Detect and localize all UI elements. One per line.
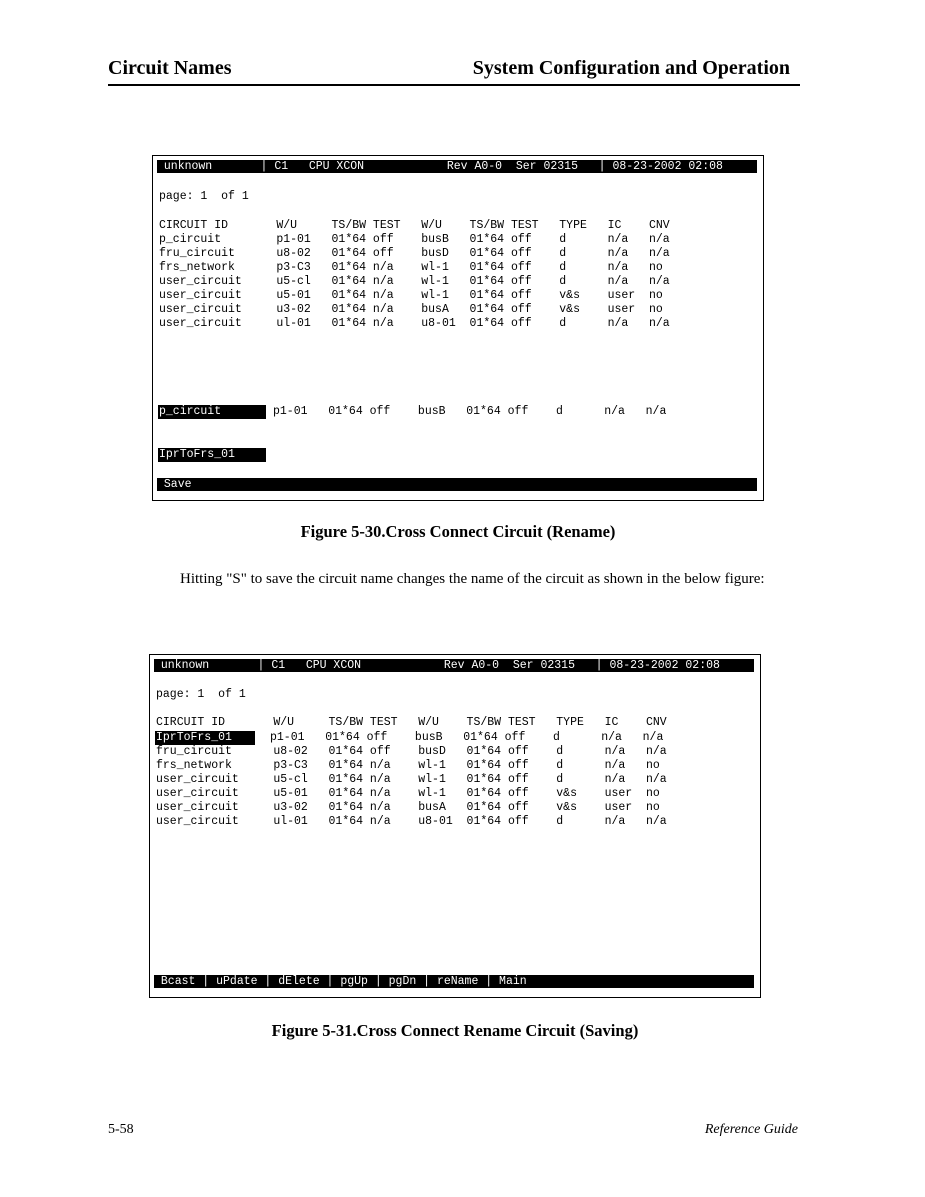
column-header: CIRCUIT ID W/U TS/BW TEST W/U TS/BW TEST TYPE IC CNV <box>156 716 667 729</box>
table-row[interactable]: p_circuit p1-01 01*64 off busB 01*64 off d n/a n/a <box>159 233 670 246</box>
table-row[interactable]: user_circuit u3-02 01*64 n/a busA 01*64 off v&s user no <box>159 303 663 316</box>
table-row[interactable]: fru_circuit u8-02 01*64 off busD 01*64 off d n/a n/a <box>159 247 670 260</box>
renamed-circuit-name[interactable]: IprToFrs_01 <box>156 731 232 744</box>
page-indicator: page: 1 of 1 <box>156 688 246 701</box>
table-row[interactable]: user_circuit ul-01 01*64 n/a u8-01 01*64 off d n/a n/a <box>156 815 667 828</box>
figure-caption-31: Figure 5-31.Cross Connect Rename Circuit (Saving) <box>271 1021 639 1040</box>
renamed-circuit-details: p1-01 01*64 off busB 01*64 off d n/a n/a <box>270 731 664 744</box>
save-command[interactable]: Save <box>157 478 192 491</box>
status-bar-text: unknown | C1 CPU XCON Rev A0-0 Ser 02315 | 08-23-2002 02:08 <box>154 659 720 672</box>
table-row[interactable]: user_circuit u5-01 01*64 n/a wl-1 01*64 off v&s user no <box>156 787 660 800</box>
rename-input[interactable]: IprToFrs_01 <box>159 448 235 461</box>
selected-circuit-name[interactable]: p_circuit <box>159 405 222 418</box>
table-row[interactable]: frs_network p3-C3 01*64 n/a wl-1 01*64 off d n/a no <box>156 759 660 772</box>
table-row[interactable]: user_circuit u5-01 01*64 n/a wl-1 01*64 off v&s user no <box>159 289 663 302</box>
selected-circuit-details: p1-01 01*64 off busB 01*64 off d n/a n/a <box>273 405 667 418</box>
document-title: Reference Guide <box>704 1122 798 1137</box>
figure-caption-30: Figure 5-30.Cross Connect Circuit (Rename) <box>300 522 616 541</box>
column-header: CIRCUIT ID W/U TS/BW TEST W/U TS/BW TEST TYPE IC CNV <box>159 219 670 232</box>
terminal-screen-rename <box>152 155 764 501</box>
page-indicator: page: 1 of 1 <box>159 190 249 203</box>
page-number: 5-58 <box>108 1122 134 1137</box>
table-row[interactable]: user_circuit u5-cl 01*64 n/a wl-1 01*64 off d n/a n/a <box>156 773 667 786</box>
command-bar <box>157 478 757 491</box>
terminal-screen-saved <box>149 654 761 998</box>
table-row[interactable]: frs_network p3-C3 01*64 n/a wl-1 01*64 off d n/a no <box>159 261 663 274</box>
section-title: Circuit Names <box>108 57 232 79</box>
table-row[interactable]: user_circuit u5-cl 01*64 n/a wl-1 01*64 off d n/a n/a <box>159 275 670 288</box>
body-paragraph: Hitting "S" to save the circuit name changes the name of the circuit as shown in the below figure: <box>180 571 765 587</box>
table-row[interactable]: user_circuit ul-01 01*64 n/a u8-01 01*64 off d n/a n/a <box>159 317 670 330</box>
header-rule <box>108 84 800 86</box>
command-menu[interactable]: Bcast | uPdate | dElete | pgUp | pgDn | reName | Main <box>154 975 527 988</box>
table-row[interactable]: fru_circuit u8-02 01*64 off busD 01*64 off d n/a n/a <box>156 745 667 758</box>
table-row[interactable]: user_circuit u3-02 01*64 n/a busA 01*64 off v&s user no <box>156 801 660 814</box>
chapter-title: System Configuration and Operation <box>472 57 790 79</box>
status-bar-text: unknown | C1 CPU XCON Rev A0-0 Ser 02315 | 08-23-2002 02:08 <box>157 160 723 173</box>
